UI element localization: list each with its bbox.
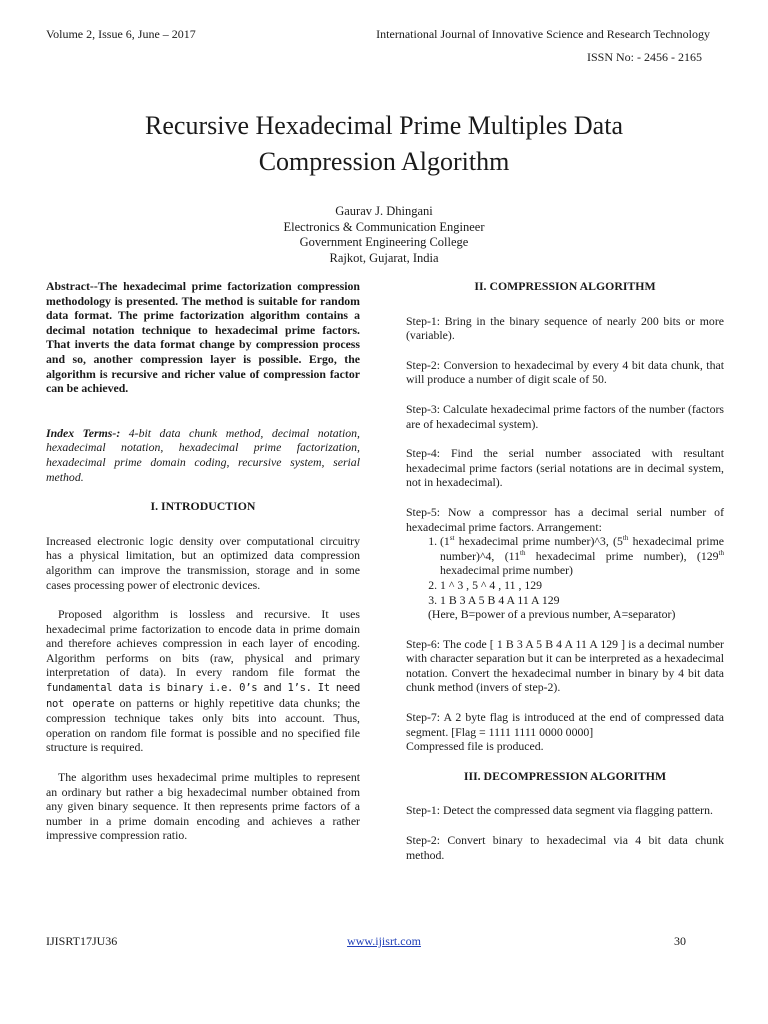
intro-paragraph-1: Increased electronic logic density over computational circuitry has a physical limitation, but an optimized data compression algorithm can improve the transmission, storage and in some cases processing power of electronic devices. (46, 533, 360, 592)
title-line-1: Recursive Hexadecimal Prime Multiples Data (145, 111, 623, 140)
author-location: Rajkot, Gujarat, India (329, 250, 439, 265)
author-role: Electronics & Communication Engineer (283, 219, 485, 234)
author-name: Gaurav J. Dhingani (335, 204, 433, 218)
compression-step-7: Step-7: A 2 byte flag is introduced at the end of compressed data segment. [Flag = 1111 1111 0000 0000] (406, 710, 724, 739)
right-column (406, 279, 724, 877)
list1-sup-b: th (622, 534, 629, 543)
list1-part-b: hexadecimal prime number)^3, (5 (454, 534, 623, 549)
intro-paragraph-2 (46, 607, 360, 755)
volume-issue: Volume 2, Issue 6, June – 2017 (46, 27, 196, 41)
left-column (46, 279, 360, 858)
list1-sup-d: th (718, 548, 724, 557)
page-number: 30 (674, 934, 686, 948)
author-institution: Government Engineering College (299, 235, 469, 249)
section-heading-introduction: I. INTRODUCTION (150, 499, 256, 514)
index-terms-text: 4-bit data chunk method, decimal notation, hexadecimal notation, hexadecimal prime factorization, hexadecimal prime domain coding, recursive system, serial method. (46, 425, 360, 484)
arrangement-item-1 (440, 534, 724, 578)
list1-part-c: hexadecimal prime number)^4, (11 (440, 534, 724, 563)
issn: ISSN No: - 2456 - 2165 (586, 50, 702, 64)
compression-step-2: Step-2: Conversion to hexadecimal by every 4 bit data chunk, that will produce a number of digit scale of 50. (406, 357, 724, 387)
intro-p2-part-b: fundamental data is binary i.e. 0’s and 1’s. It need not operate (46, 682, 360, 710)
section-heading-compression: II. COMPRESSION ALGORITHM (474, 279, 656, 293)
arrangement-item-2: 2. 1 ^ 3 , 5 ^ 4 , 11 , 129 (440, 578, 724, 593)
section-heading-decompression: III. DECOMPRESSION ALGORITHM (463, 768, 667, 783)
journal-name: International Journal of Innovative Science and Research Technology (376, 27, 710, 41)
compression-step-3: Step-3: Calculate hexadecimal prime factors of the number (factors are of hexadecimal system). (406, 401, 724, 431)
compression-step-5: Step-5: Now a compressor has a decimal serial number of hexadecimal prime factors. Arrangement: (406, 504, 724, 534)
author-block (200, 204, 568, 266)
compression-step-6: Step-6: The code [ 1 B 3 A 5 B 4 A 11 A 129 ] is a decimal number with character separation but it can be interpreted as a hexadecimal notation. Convert the hexadecimal number in binary by 4 bit data chunk method (invers of step-2). (406, 636, 724, 695)
list1-part-e: hexadecimal prime number) (440, 563, 573, 578)
intro-p2-part-a: Proposed algorithm is lossless and recursive. It uses hexadecimal prime factorization to encode data in prime domain and therefore achieves compression in each layer of encoding. Algorithm performs on bits (raw, physical and primary interpretation of data). In every random file format the (46, 607, 360, 680)
compression-step-1: Step-1: Bring in the binary sequence of nearly 200 bits or more (variable). (406, 313, 724, 343)
arrangement-list (406, 534, 724, 607)
title-line-2: Compression Algorithm (258, 147, 510, 176)
footer-url-container (0, 934, 768, 949)
index-terms (46, 426, 360, 484)
intro-p2-part-c: on patterns or highly repetitive data chunks; the compression technique takes only bits into account. Thus, operation on random file format is possible and no specified file structure is required. (46, 695, 361, 755)
list1-part-d: hexadecimal prime number), (129 (525, 548, 719, 563)
arrangement-item-3: 3. 1 B 3 A 5 B 4 A 11 A 129 (440, 593, 724, 608)
index-terms-label: Index Terms-: (46, 425, 121, 440)
compression-step-4: Step-4: Find the serial number associated with resultant hexadecimal prime factors (serial notations are in decimal system, not in hexadecimal). (406, 446, 724, 490)
compression-result: Compressed file is produced. (406, 739, 544, 754)
decompression-step-2: Step-2: Convert binary to hexadecimal via 4 bit data chunk method. (406, 833, 724, 862)
journal-website-link[interactable]: www.ijisrt.com (347, 934, 421, 948)
list1-sup-a: st (449, 534, 455, 543)
abstract: Abstract--The hexadecimal prime factorization compression methodology is presented. The method is suitable for random data format. The prime factorization algorithm contains a decimal notation technique to hexadecimal prime factors. That inverts the data format change by compression process and so, another compression layer is possible. Ergo, the algorithm is recursive and richer value of compression factor can be achieved. (46, 279, 360, 396)
decompression-step-1: Step-1: Detect the compressed data segment via flagging pattern. (406, 803, 713, 818)
arrangement-note: (Here, B=power of a previous number, A=separator) (428, 607, 676, 622)
paper-title (60, 108, 708, 180)
intro-paragraph-3: The algorithm uses hexadecimal prime multiples to represent an ordinary but rather a big hexadecimal number obtained from any given binary sequence. It then represents prime factors of a number in a prime domain encoding and achieves a rather impressive compression ratio. (46, 770, 360, 843)
list1-part-a: (1 (440, 534, 450, 549)
paper-code: IJISRT17JU36 (46, 934, 118, 948)
list1-sup-c: th (520, 548, 526, 557)
